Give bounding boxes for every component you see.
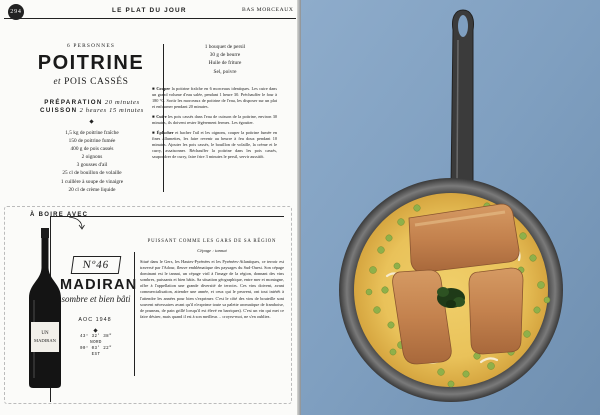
handle-hole [458,15,468,37]
ingredient: 20 cl de crème liquide [68,186,116,193]
ingredient: 1 bouquet de persil [204,44,246,50]
wine-number-badge: Nº46 [71,256,122,274]
ingredient: 150 de poitrine fumée [68,138,116,145]
bottle-label-line: MADIRAN [34,338,56,343]
coord-line: 43° 32' 38" [79,335,113,339]
prep-time [30,99,154,106]
coord-line: EST [91,353,101,357]
ingredient: Huile de friture [208,60,242,67]
section-title: LE PLAT DU JOUR [112,7,187,14]
wine-grape: Cépage : tannat [197,248,227,253]
ingredients-list-left [24,129,160,194]
ingredient: 3 gousses d'ail [76,162,108,169]
step: ■ Éplucher et hacher l'ail et les oignons, couper la poitrine fumée en fines allumettes, les faire revenir au beurre à feu doux pendant 10 minutes. Ajouter les pois cassés, le bouillon de volaille, la crème et le curry, assaisonner. Réchauffer la poitrine dans les pois cassés, saupoudrer de curry, faire frire 3 minutes le persil, servir aussitôt. [152,129,278,160]
dish-photo [301,0,600,415]
wine-bottle-illustration [25,228,65,388]
chapter-label: BAS MORCEAUX [242,7,294,13]
wine-name: MADIRAN [60,277,138,293]
wine-aoc: AOC 1948 [78,317,112,323]
step: ■ Cuire les pois cassés dans l'eau de cuisson de la poitrine, environ 30 minutes, ils doivent rester légèrement fermes. Les égoutter. [152,113,278,126]
pork-belly-piece [469,268,523,354]
ingredient: 30 g de beurre [209,52,241,59]
curved-arrow-icon [68,216,86,230]
ingredient: 1,5 kg de poitrine fraîche [65,130,119,136]
step-text: et hacher l'ail et les oignons, couper la poitrine fumée en fines allumettes, les faire revenir au beurre à feu doux pendant 10 minutes. Ajouter les pois cassés, le bouillon de volaille, la crème et le curry, assaisonner. Réchauffer la poitrine dans les pois cassés, saupoudrer de curry, faire frire 3 minutes le persil, servir aussitôt. [152,129,278,160]
coord-line: 00° 03' 22" [79,347,113,351]
cook-time [30,107,154,114]
cook-value: 2 heures 15 minutes [79,107,144,114]
ingredient: 25 cl de bouillon de volaille [62,170,122,177]
step-text: la poitrine fraîche en 6 morceaux identiques. Les cuire dans un grand volume d'eau salée, pendant 1 heure 30. Préchauffer le four à 180 °C. Sortir les morceaux de poitrine de l'eau, les disposer sur un plat et enfourner pendant 20 minutes. [152,86,278,110]
cook-label: CUISSON [40,107,78,114]
ingredient: 2 oignons [81,154,103,161]
wine-coordinates [68,334,124,358]
ingredient: 1 cuillère à soupe de vinaigre [60,178,124,185]
prep-value: 20 minutes [104,99,140,106]
recipe-subtitle [22,76,160,87]
wine-heading: PUISSANT COMME LES GARS DE SA RÉGION [147,239,277,244]
header-rule [4,18,296,19]
bottle-label-line: UN [41,331,49,336]
step-lead: Couper [156,86,171,91]
ingredient: 400 g de pois cassés [70,146,114,153]
coord-line: NORD [90,341,102,345]
page-number: 294 [8,4,24,20]
step-text: les pois cassés dans l'eau de cuisson de la poitrine, environ 30 minutes, ils doivent rester légèrement fermes. Les égoutter. [152,113,278,126]
ingredients-list-right [180,43,270,76]
ingredient: Sel, poivre [213,68,237,75]
subtitle-text: POIS CASSÉS [64,77,129,87]
pan-handle [451,10,474,190]
recipe-title: POITRINE [37,52,145,74]
handle-highlight [457,40,458,185]
wine-tagline: sombre et bien bâti [61,294,131,304]
wine-description: Situé dans le Gers, les Hautes-Pyrénées et les Pyrénées-Atlantiques, ce terroir est traversé par l'Adour, fleuve emblématique des paysages du Sud-Ouest. Son cépage dominant est le tannat, un cépage viril à l'image de la région, donnant des vins sombres, puissants et bien bâtis. Sa situation géographique, entre mer et montagne, offre à l'appellation une grande diversité de terroirs. Ces vins doivent, avant commercialisation, attendre une année, et ceux qui le peuvent, ont tout intérêt à l'attendre les années pour bien s'exprimer. C'est le côté des vins de bouteille sont souvent nécessaires avant qu'il n'exprime toute sa palette aromatique de framboise, de pruneau, de pain grillé lorsqu'il est élevé en barriques). C'est un vin qui met ce faire désirer, mais quand il est à son meilleur… croyez-moi, ne s'en oubliez. [140,259,284,319]
prep-label: PRÉPARATION [44,99,103,106]
step-lead: Éplucher [156,129,174,135]
wine-section-label: À BOIRE AVEC [30,212,89,218]
diamond-ornament [89,119,93,123]
wine-column-divider [134,252,135,376]
step-lead: Cuire [156,113,167,119]
servings: 6 PERSONNES [66,43,116,49]
subtitle-connector: et [53,76,62,86]
recipe-steps [152,86,277,164]
step: ■ Couper la poitrine fraîche en 6 morceaux identiques. Les cuire dans un grand volume d'eau salée, pendant 1 heure 30. Préchauffer le four à 180 °C. Sortir les morceaux de poitrine de l'eau, les disposer sur un plat et enfourner pendant 20 minutes. [152,86,278,110]
